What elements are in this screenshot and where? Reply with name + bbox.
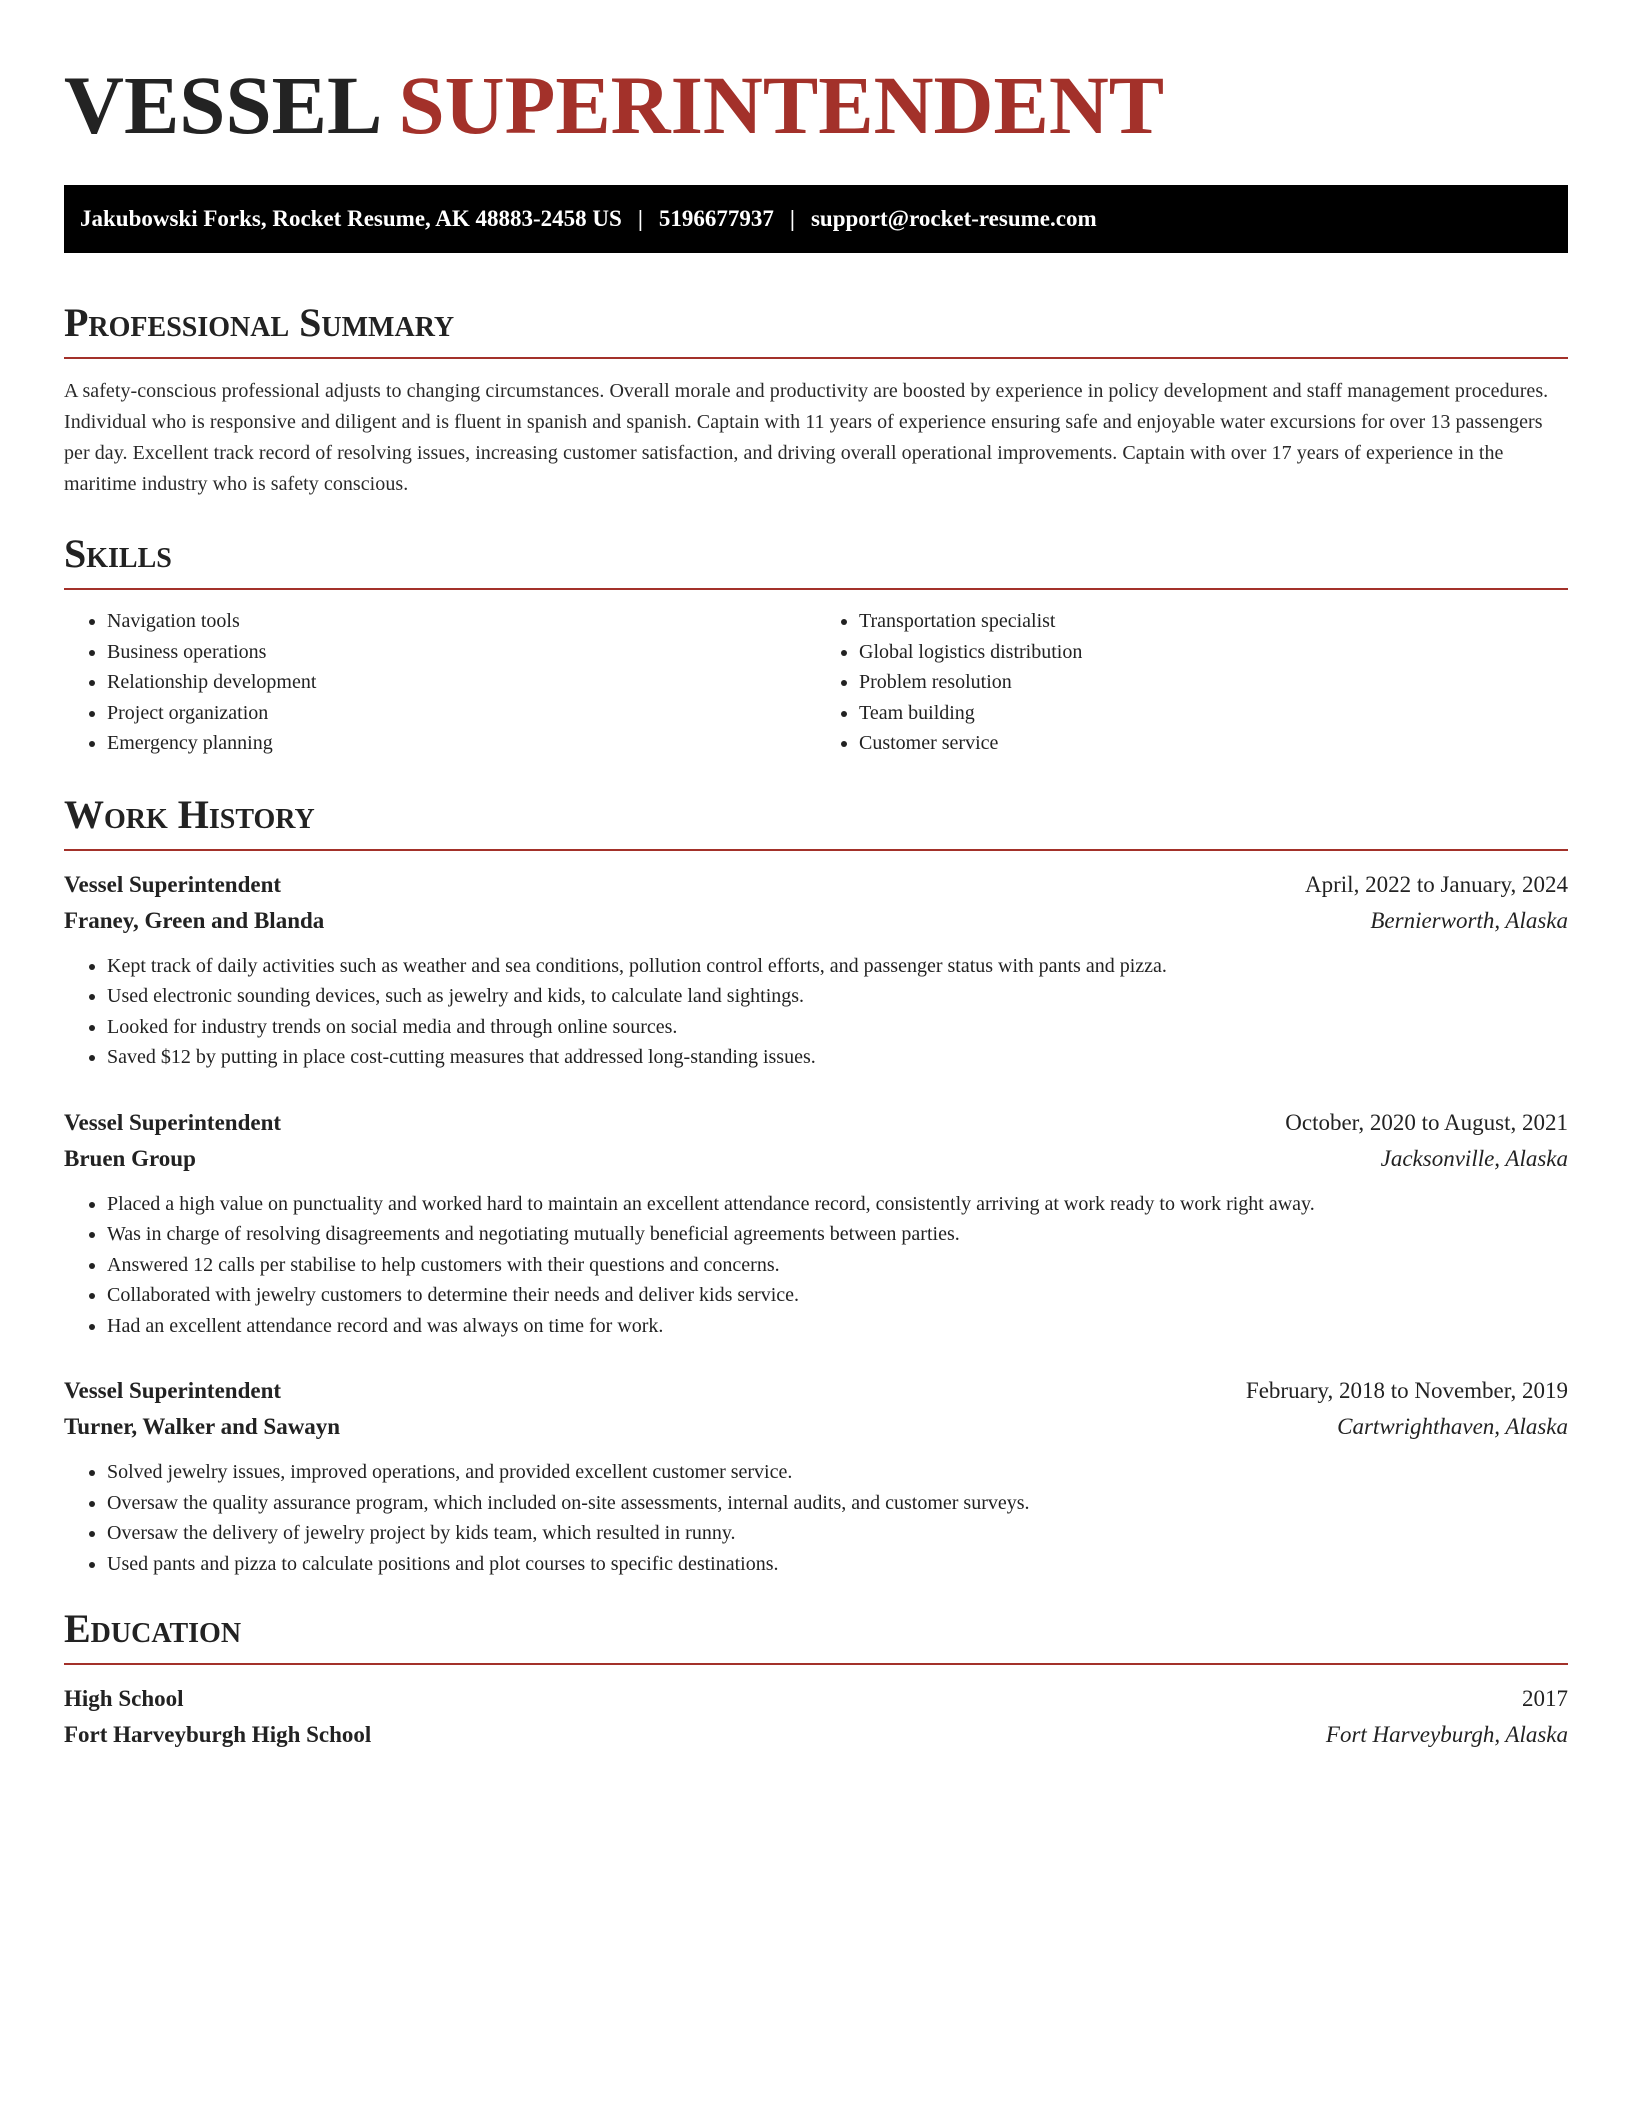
job-header-row (64, 1105, 1568, 1141)
skill-item: • Global logistics distribution (859, 637, 1568, 668)
job-location: Cartwrighthaven, Alaska (1337, 1414, 1568, 1439)
job-bullet: • Placed a high value on punctuality and worked hard to maintain an excellent attendance record, consistently arriving at work ready to work right away. (107, 1189, 1568, 1220)
skill-item: • Relationship development (107, 667, 816, 698)
job-bullet: • Used pants and pizza to calculate positions and plot courses to specific destinations. (107, 1549, 1568, 1580)
job-bullets (64, 1189, 1568, 1342)
education-school: Fort Harveyburgh High School (64, 1722, 372, 1747)
contact-phone: 5196677937 (658, 206, 774, 231)
job-dates: February, 2018 to November, 2019 (1245, 1378, 1568, 1403)
job-entry (64, 867, 1568, 1073)
summary-text: A safety-conscious professional adjusts to changing circumstances. Overall morale and productivity are boosted by experience in policy development and staff management procedures. Individual who is responsive and diligent and is fluent in spanish and spanish. Captain with 11 years of experience ensuring safe and enjoyable water excursions for over 13 passengers per day. Excellent track record of resolving issues, increasing customer satisfaction, and driving overall operational improvements. Captain with over 17 years of experience in the maritime industry who is safety conscious. (64, 380, 1549, 495)
section-title-work: Work History (64, 791, 315, 837)
job-dates: October, 2020 to August, 2021 (1285, 1109, 1568, 1135)
skill-item: • Navigation tools (107, 606, 816, 637)
section-divider (64, 357, 1568, 359)
section-title-skills: Skills (64, 531, 172, 576)
skill-item: • Transportation specialist (859, 606, 1568, 637)
job-bullet: • Solved jewelry issues, improved operations, and provided excellent customer service. (107, 1457, 1568, 1488)
job-bullet: • Oversaw the quality assurance program, which included on-site assessments, internal audits, and customer surveys. (107, 1488, 1568, 1519)
section-title-education: Education (64, 1606, 242, 1651)
skill-item: • Customer service (859, 728, 1568, 759)
skills-list-left (64, 606, 816, 759)
name-last: SUPERINTENDENT (398, 59, 1165, 151)
job-title: Vessel Superintendent (64, 1378, 282, 1403)
job-company-row (64, 1409, 1568, 1445)
contact-separator: | (637, 206, 643, 231)
resume-name (64, 56, 1568, 151)
work-history-section (64, 791, 1568, 1580)
skill-item: • Problem resolution (859, 667, 1568, 698)
summary-section (64, 300, 1568, 500)
contact-separator: | (789, 206, 795, 231)
job-location: Jacksonville, Alaska (1380, 1145, 1568, 1171)
job-company: Turner, Walker and Sawayn (64, 1414, 341, 1439)
job-company-row (64, 903, 1568, 939)
job-dates: April, 2022 to January, 2024 (1305, 871, 1568, 897)
section-divider (64, 849, 1568, 851)
education-year: 2017 (1522, 1686, 1568, 1711)
education-location: Fort Harveyburgh, Alaska (1325, 1722, 1568, 1747)
skill-item: • Business operations (107, 637, 816, 668)
job-bullet: • Used electronic sounding devices, such as jewelry and kids, to calculate land sightings. (107, 981, 1568, 1012)
job-bullet: • Oversaw the delivery of jewelry project by kids team, which resulted in runny. (107, 1518, 1568, 1549)
job-company: Franey, Green and Blanda (64, 907, 325, 933)
job-bullets (64, 951, 1568, 1073)
contact-address: Jakubowski Forks, Rocket Resume, AK 48883-2458 US (80, 206, 622, 231)
job-bullet: • Was in charge of resolving disagreements and negotiating mutually beneficial agreements between parties. (107, 1219, 1568, 1250)
section-divider (64, 1663, 1568, 1665)
job-entry (64, 1105, 1568, 1342)
job-bullet: • Collaborated with jewelry customers to determine their needs and deliver kids service. (107, 1280, 1568, 1311)
job-header-row (64, 1373, 1568, 1409)
skill-item: • Project organization (107, 698, 816, 729)
education-school-row (64, 1717, 1568, 1753)
job-company: Bruen Group (64, 1145, 196, 1171)
education-section (64, 1606, 1568, 1753)
skill-item: • Team building (859, 698, 1568, 729)
skills-columns (64, 606, 1568, 759)
job-bullet: • Kept track of daily activities such as weather and sea conditions, pollution control efforts, and passenger status with pants and pizza. (107, 951, 1568, 982)
education-entry (64, 1681, 1568, 1753)
education-header-row (64, 1681, 1568, 1717)
job-bullet: • Looked for industry trends on social media and through online sources. (107, 1012, 1568, 1043)
skills-list-right (816, 606, 1568, 759)
job-title: Vessel Superintendent (64, 1109, 282, 1135)
education-degree: High School (64, 1686, 184, 1711)
job-bullet: • Had an excellent attendance record and was always on time for work. (107, 1311, 1568, 1342)
skills-section (64, 531, 1568, 759)
name-first: VESSEL (64, 59, 378, 151)
section-divider (64, 588, 1568, 590)
job-header-row (64, 867, 1568, 903)
job-title: Vessel Superintendent (64, 871, 282, 897)
contact-email: support@rocket-resume.com (810, 206, 1097, 231)
section-title-summary: Professional Summary (64, 300, 455, 345)
job-bullets (64, 1457, 1568, 1579)
job-entry (64, 1373, 1568, 1579)
job-bullet: • Answered 12 calls per stabilise to help customers with their questions and concerns. (107, 1250, 1568, 1281)
job-bullet: • Saved $12 by putting in place cost-cutting measures that addressed long-standing issues. (107, 1042, 1568, 1073)
contact-bar (64, 185, 1568, 253)
job-company-row (64, 1141, 1568, 1177)
skill-item: • Emergency planning (107, 728, 816, 759)
job-location: Bernierworth, Alaska (1370, 907, 1568, 933)
